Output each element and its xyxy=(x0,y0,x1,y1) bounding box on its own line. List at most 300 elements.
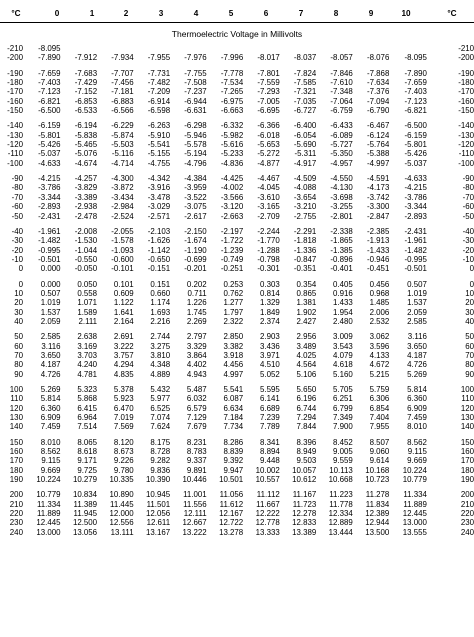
voltage-cell: 8.286 xyxy=(223,437,244,447)
voltage-cell: -5.578 xyxy=(184,140,207,150)
table-row xyxy=(0,332,474,341)
row-temperature-right: -200 xyxy=(458,53,474,63)
voltage-cell: -5.946 xyxy=(184,130,207,140)
voltage-cell: -2.385 xyxy=(366,226,390,236)
voltage-cell: -5.616 xyxy=(220,140,244,150)
voltage-cell: 0.151 xyxy=(150,279,171,289)
voltage-cell: -6.400 xyxy=(293,121,317,131)
voltage-cell: -2.524 xyxy=(111,211,134,221)
row-temperature-right: 220 xyxy=(460,509,474,519)
voltage-cell: -1.288 xyxy=(257,245,280,255)
voltage-cell: 13.555 xyxy=(402,527,427,537)
column-header-row xyxy=(0,8,474,23)
voltage-cell: 4.294 xyxy=(113,360,134,370)
voltage-cell: -7.005 xyxy=(257,96,280,106)
voltage-cell: -7.094 xyxy=(366,96,390,106)
voltage-cell: -6.821 xyxy=(404,106,427,116)
voltage-cell: -6.500 xyxy=(404,121,427,131)
voltage-cell: -2.291 xyxy=(293,226,317,236)
row-temperature-right: 200 xyxy=(460,490,474,500)
voltage-cell: -3.165 xyxy=(257,202,280,212)
voltage-cell: -3.610 xyxy=(257,192,280,202)
voltage-cell: -5.426 xyxy=(404,149,427,159)
voltage-cell: -5.874 xyxy=(111,130,134,140)
voltage-cell: 0.865 xyxy=(296,288,317,298)
voltage-cell: 12.222 xyxy=(255,509,280,519)
voltage-cell: -5.388 xyxy=(366,149,390,159)
voltage-cell: -7.755 xyxy=(184,68,207,78)
table-row xyxy=(0,317,474,326)
table-row xyxy=(0,78,474,87)
voltage-cell: -4.045 xyxy=(257,183,280,193)
voltage-cell: -4.633 xyxy=(404,174,427,184)
voltage-cell: 1.641 xyxy=(113,307,134,317)
table-row xyxy=(0,255,474,264)
voltage-cell: -2.150 xyxy=(184,226,207,236)
voltage-cell: 11.612 xyxy=(219,499,244,509)
voltage-cell: -5.272 xyxy=(257,149,280,159)
voltage-cell: 3.169 xyxy=(77,341,98,351)
voltage-cell: 7.900 xyxy=(333,422,353,432)
voltage-cell: 6.360 xyxy=(407,394,427,404)
table-row xyxy=(0,289,474,298)
voltage-cell: -6.975 xyxy=(220,96,244,106)
voltage-cell: 2.850 xyxy=(223,332,244,342)
voltage-cell: 8.728 xyxy=(150,447,171,457)
table-row xyxy=(0,385,474,394)
voltage-cell: 4.835 xyxy=(113,369,134,379)
header-column-label: 5 xyxy=(228,9,234,18)
voltage-cell: -7.403 xyxy=(38,78,61,88)
voltage-cell: -3.786 xyxy=(404,192,427,202)
row-temperature-right: 190 xyxy=(460,475,474,485)
voltage-cell: -6.433 xyxy=(330,121,353,131)
voltage-cell: 9.005 xyxy=(333,447,353,457)
voltage-cell: 0.558 xyxy=(77,288,98,298)
voltage-cell: 0.711 xyxy=(187,288,207,298)
row-temperature-right: -180 xyxy=(458,78,474,88)
voltage-cell: -6.263 xyxy=(147,121,171,131)
voltage-cell: -7.585 xyxy=(293,78,317,88)
voltage-cell: 10.501 xyxy=(219,475,244,485)
voltage-cell: 5.650 xyxy=(296,385,317,394)
voltage-cell: -6.159 xyxy=(404,130,427,140)
voltage-cell: -3.389 xyxy=(74,192,98,202)
voltage-cell: 8.618 xyxy=(77,447,98,457)
row-temperature-left: -180 xyxy=(7,78,23,88)
header-column-label: 4 xyxy=(193,9,199,18)
voltage-cell: -5.311 xyxy=(294,149,317,159)
voltage-cell: 8.562 xyxy=(40,447,61,457)
voltage-cell: 6.909 xyxy=(40,413,61,423)
voltage-cell: 13.056 xyxy=(72,527,98,537)
voltage-cell: -5.764 xyxy=(366,140,390,150)
voltage-cell: -3.522 xyxy=(184,192,207,202)
voltage-cell: 5.814 xyxy=(40,394,61,404)
voltage-cell: -1.578 xyxy=(111,236,134,246)
voltage-cell: -2.431 xyxy=(38,211,61,221)
row-temperature-left: 150 xyxy=(9,437,23,447)
voltage-cell: 1.485 xyxy=(369,298,390,308)
table-row xyxy=(0,422,474,431)
voltage-cell: -2.008 xyxy=(74,226,98,236)
voltage-cell: 5.432 xyxy=(150,385,171,394)
row-temperature-left: -30 xyxy=(11,236,23,246)
voltage-cell: 4.889 xyxy=(150,369,171,379)
voltage-cell: 6.744 xyxy=(296,403,317,413)
voltage-cell: 0.814 xyxy=(259,288,280,298)
header-unit-label: °C xyxy=(447,9,457,18)
voltage-cell: -7.429 xyxy=(74,78,98,88)
row-temperature-left: 140 xyxy=(9,422,23,432)
voltage-cell: -8.037 xyxy=(293,53,317,63)
voltage-cell: 9.503 xyxy=(296,456,317,466)
row-temperature-left: 200 xyxy=(9,490,23,500)
row-temperature-right: -90 xyxy=(462,174,474,184)
voltage-cell: -5.801 xyxy=(38,130,61,140)
voltage-cell: -3.916 xyxy=(147,183,171,193)
voltage-cell: -7.265 xyxy=(220,87,244,97)
voltage-cell: 2.164 xyxy=(113,316,134,326)
voltage-cell: 6.579 xyxy=(186,403,207,413)
voltage-cell: 2.903 xyxy=(259,332,280,342)
voltage-cell: 13.278 xyxy=(219,527,244,537)
voltage-cell: -6.500 xyxy=(38,106,61,116)
row-temperature-left: -140 xyxy=(7,121,23,131)
voltage-cell: -4.384 xyxy=(184,174,207,184)
voltage-cell: 2.956 xyxy=(296,332,317,342)
voltage-cell: 9.448 xyxy=(259,456,280,466)
voltage-cell: 7.789 xyxy=(259,422,280,432)
table-row xyxy=(0,227,474,236)
voltage-cell: 1.071 xyxy=(77,298,98,308)
voltage-cell: -7.209 xyxy=(147,87,171,97)
voltage-cell: -7.152 xyxy=(74,87,98,97)
voltage-cell: 13.000 xyxy=(36,527,61,537)
voltage-cell: -7.123 xyxy=(38,87,61,97)
voltage-cell: 3.543 xyxy=(333,341,353,351)
row-temperature-right: -140 xyxy=(458,121,474,131)
voltage-cell: 5.487 xyxy=(186,385,207,394)
voltage-cell: 2.638 xyxy=(77,332,98,342)
voltage-cell: -4.550 xyxy=(330,174,353,184)
voltage-cell: -1.044 xyxy=(74,245,98,255)
row-temperature-left: -80 xyxy=(11,183,23,193)
voltage-cell: -0.050 xyxy=(74,264,98,274)
voltage-cell: 3.329 xyxy=(186,341,207,351)
voltage-cell: 5.541 xyxy=(223,385,244,394)
voltage-cell: 12.556 xyxy=(109,518,134,528)
voltage-cell: 3.382 xyxy=(223,341,244,351)
voltage-cell: 3.864 xyxy=(186,350,207,360)
table-row xyxy=(0,351,474,360)
row-temperature-left: 170 xyxy=(9,456,23,466)
voltage-cell: 7.459 xyxy=(40,422,61,432)
header-column-label: 3 xyxy=(158,9,164,18)
row-temperature-left: 80 xyxy=(14,360,23,370)
voltage-cell: -7.824 xyxy=(293,68,317,78)
voltage-cell: 1.537 xyxy=(40,307,61,317)
voltage-cell: -1.385 xyxy=(330,245,353,255)
voltage-cell xyxy=(243,44,280,53)
voltage-cell: -5.838 xyxy=(74,130,98,140)
voltage-cell: 8.452 xyxy=(333,437,353,447)
voltage-cell: 1.954 xyxy=(333,307,353,317)
voltage-cell: -2.103 xyxy=(147,226,171,236)
row-temperature-left: 0 xyxy=(18,279,23,289)
header-column-label: 9 xyxy=(368,9,374,18)
table-row xyxy=(0,193,474,202)
voltage-cell: 3.009 xyxy=(333,332,353,342)
voltage-cell: -4.215 xyxy=(404,183,427,193)
row-temperature-right: -30 xyxy=(462,236,474,246)
voltage-cell: 3.650 xyxy=(407,341,427,351)
voltage-cell: -0.251 xyxy=(220,264,244,274)
voltage-cell: -6.054 xyxy=(293,130,317,140)
voltage-cell: -0.301 xyxy=(257,264,280,274)
voltage-cell: 3.757 xyxy=(113,350,134,360)
voltage-cell: -4.425 xyxy=(220,174,244,184)
voltage-cell: 11.056 xyxy=(219,490,244,500)
voltage-cell: 0.202 xyxy=(186,279,207,289)
table-row xyxy=(0,438,474,447)
voltage-cell: 6.909 xyxy=(407,403,427,413)
voltage-cell: 5.814 xyxy=(407,385,427,394)
voltage-cell: 10.335 xyxy=(109,475,134,485)
voltage-cell: -1.770 xyxy=(257,236,280,246)
voltage-cell: -4.509 xyxy=(293,174,317,184)
voltage-cell: -3.872 xyxy=(111,183,134,193)
voltage-cell: -3.344 xyxy=(38,192,61,202)
row-temperature-left: 230 xyxy=(9,518,23,528)
voltage-cell: -1.482 xyxy=(404,245,427,255)
voltage-cell: 11.667 xyxy=(256,499,280,509)
voltage-cell: 6.032 xyxy=(186,394,207,404)
voltage-cell: 7.514 xyxy=(77,422,98,432)
voltage-cell: -3.434 xyxy=(111,192,134,202)
table-row xyxy=(0,53,474,62)
voltage-cell: -6.598 xyxy=(147,106,171,116)
voltage-cell: 5.759 xyxy=(369,385,390,394)
voltage-cell: 0.101 xyxy=(113,279,134,289)
voltage-cell: -3.344 xyxy=(404,202,427,212)
voltage-cell: 4.997 xyxy=(223,369,244,379)
voltage-cell: -1.093 xyxy=(111,245,134,255)
voltage-cell: 1.849 xyxy=(259,307,280,317)
header-unit-label: °C xyxy=(11,9,21,18)
voltage-cell: 3.489 xyxy=(296,341,317,351)
voltage-cell: 10.168 xyxy=(365,465,390,475)
row-temperature-right: -10 xyxy=(462,254,474,264)
voltage-cell: -7.778 xyxy=(220,68,244,78)
voltage-cell: 3.971 xyxy=(259,350,280,360)
voltage-cell: 1.019 xyxy=(40,298,61,308)
voltage-cell: 7.569 xyxy=(113,422,134,432)
voltage-cell: -4.836 xyxy=(220,158,244,168)
row-temperature-right: 70 xyxy=(465,350,474,360)
voltage-cell: -1.626 xyxy=(147,236,171,246)
voltage-cell: 10.890 xyxy=(109,490,134,500)
voltage-cell: -7.731 xyxy=(147,68,171,78)
voltage-cell: -7.237 xyxy=(184,87,207,97)
voltage-cell: 10.390 xyxy=(146,475,171,485)
voltage-cell: -7.890 xyxy=(404,68,427,78)
row-temperature-left: 110 xyxy=(10,394,23,404)
voltage-cell: -2.938 xyxy=(74,202,98,212)
voltage-cell: 11.945 xyxy=(73,509,98,519)
voltage-cell: 9.282 xyxy=(150,456,171,466)
row-temperature-left: 70 xyxy=(14,350,23,360)
table-row xyxy=(0,413,474,422)
table-row xyxy=(0,456,474,465)
voltage-cell: -2.431 xyxy=(404,226,427,236)
voltage-cell: 9.115 xyxy=(41,456,61,466)
voltage-cell: -2.847 xyxy=(366,211,390,221)
voltage-cell: 11.778 xyxy=(329,499,353,509)
voltage-cell: 8.894 xyxy=(259,447,280,457)
table-row xyxy=(0,87,474,96)
voltage-cell: -0.401 xyxy=(330,264,353,274)
voltage-cell: -4.633 xyxy=(38,158,61,168)
row-temperature-left: 180 xyxy=(9,465,23,475)
voltage-cell: 0.762 xyxy=(223,288,244,298)
voltage-cell: 12.445 xyxy=(402,509,427,519)
voltage-cell: -6.467 xyxy=(366,121,390,131)
voltage-cell: 4.672 xyxy=(369,360,390,370)
row-temperature-left: -50 xyxy=(11,211,23,221)
voltage-cell: 6.251 xyxy=(333,394,353,404)
voltage-cell: -1.142 xyxy=(147,245,171,255)
voltage-cell: 3.918 xyxy=(223,350,244,360)
voltage-cell: 9.559 xyxy=(333,456,353,466)
voltage-cell: 8.010 xyxy=(40,437,61,447)
voltage-cell: -7.634 xyxy=(366,78,390,88)
voltage-cell: 11.389 xyxy=(73,499,98,509)
voltage-cell: 7.349 xyxy=(333,413,353,423)
voltage-cell: -2.801 xyxy=(330,211,353,221)
voltage-cell: -7.035 xyxy=(293,96,317,106)
voltage-cell: -7.846 xyxy=(330,68,353,78)
row-temperature-left: 50 xyxy=(14,332,23,342)
voltage-cell: 6.634 xyxy=(223,403,244,413)
voltage-cell: 10.224 xyxy=(36,475,61,485)
row-temperature-left: 20 xyxy=(14,298,23,308)
voltage-cell: 0.968 xyxy=(369,288,390,298)
voltage-cell: -5.690 xyxy=(293,140,317,150)
voltage-cell: -7.868 xyxy=(366,68,390,78)
voltage-cell: 8.562 xyxy=(407,437,427,447)
voltage-cell: -1.913 xyxy=(366,236,390,246)
voltage-cell: 2.322 xyxy=(223,316,244,326)
voltage-cell: 1.019 xyxy=(407,288,427,298)
voltage-cell: -5.233 xyxy=(220,149,244,159)
row-temperature-left: -10 xyxy=(11,254,23,264)
table-row xyxy=(0,121,474,130)
voltage-cell: 8.341 xyxy=(259,437,280,447)
voltage-cell: -6.566 xyxy=(111,106,134,116)
row-temperature-left: 210 xyxy=(9,499,23,509)
header-column-label: 8 xyxy=(333,9,339,18)
row-temperature-right: 180 xyxy=(460,465,474,475)
row-temperature-right: 140 xyxy=(460,422,474,432)
voltage-cell: 4.025 xyxy=(296,350,317,360)
voltage-cell: 3.650 xyxy=(40,350,61,360)
row-temperature-left: 160 xyxy=(9,447,23,457)
voltage-cell: -3.959 xyxy=(184,183,207,193)
voltage-cell: -0.798 xyxy=(257,254,280,264)
voltage-cell: -4.257 xyxy=(74,174,98,184)
voltage-cell: -0.201 xyxy=(184,264,207,274)
voltage-cell: 2.059 xyxy=(40,316,61,326)
table-row xyxy=(0,394,474,403)
voltage-cell: 6.360 xyxy=(40,403,61,413)
voltage-cell: -7.659 xyxy=(38,68,61,78)
voltage-cell: -0.501 xyxy=(38,254,61,264)
voltage-cell: 0.609 xyxy=(113,288,134,298)
voltage-cell: 0.660 xyxy=(150,288,171,298)
voltage-cell: 7.074 xyxy=(150,413,171,423)
voltage-cell: 1.589 xyxy=(77,307,98,317)
row-temperature-right: -40 xyxy=(462,226,474,236)
voltage-cell: -2.893 xyxy=(404,211,427,221)
voltage-cell: 7.624 xyxy=(150,422,171,432)
voltage-cell: 6.141 xyxy=(259,394,280,404)
voltage-cell: -4.130 xyxy=(330,183,353,193)
voltage-cell: 12.667 xyxy=(182,518,207,528)
voltage-cell: 5.106 xyxy=(296,369,317,379)
voltage-cell: 4.187 xyxy=(40,360,61,370)
row-temperature-left: -100 xyxy=(7,158,23,168)
voltage-cell: -0.600 xyxy=(111,254,134,264)
voltage-cell: -3.478 xyxy=(147,192,171,202)
table-row xyxy=(0,280,474,289)
voltage-cell: 9.226 xyxy=(113,456,134,466)
voltage-cell: -7.321 xyxy=(293,87,317,97)
voltage-cell xyxy=(170,44,207,53)
voltage-cell: -7.659 xyxy=(404,78,427,88)
voltage-cell: -1.530 xyxy=(74,236,98,246)
voltage-cell: -4.755 xyxy=(147,158,171,168)
row-temperature-right: -170 xyxy=(458,87,474,97)
voltage-cell: 4.240 xyxy=(77,360,98,370)
voltage-cell: -3.698 xyxy=(330,192,353,202)
voltage-cell: -6.298 xyxy=(184,121,207,131)
voltage-cell: -7.348 xyxy=(330,87,353,97)
voltage-cell: 3.436 xyxy=(259,341,280,351)
voltage-cell: -4.300 xyxy=(111,174,134,184)
voltage-cell: 1.174 xyxy=(150,298,171,308)
voltage-cell: 13.500 xyxy=(365,527,390,537)
row-temperature-left: 130 xyxy=(9,413,23,423)
voltage-cell: -0.351 xyxy=(293,264,317,274)
voltage-cell: 7.844 xyxy=(296,422,317,432)
voltage-cell: 8.507 xyxy=(369,437,390,447)
voltage-cell: -3.654 xyxy=(293,192,317,202)
voltage-cell xyxy=(316,44,353,53)
voltage-cell: -5.426 xyxy=(38,140,61,150)
voltage-cell: 8.949 xyxy=(296,447,317,457)
voltage-cell: -2.984 xyxy=(111,202,134,212)
voltage-cell: 5.269 xyxy=(40,385,61,394)
voltage-cell: 6.799 xyxy=(333,403,353,413)
voltage-cell: 11.167 xyxy=(292,490,317,500)
voltage-cell: 3.703 xyxy=(77,350,98,360)
voltage-cell: -4.215 xyxy=(38,174,61,184)
voltage-cell: -6.821 xyxy=(38,96,61,106)
voltage-cell: 9.171 xyxy=(77,456,98,466)
row-temperature-left: 190 xyxy=(9,475,23,485)
row-temperature-left: 10 xyxy=(14,288,23,298)
